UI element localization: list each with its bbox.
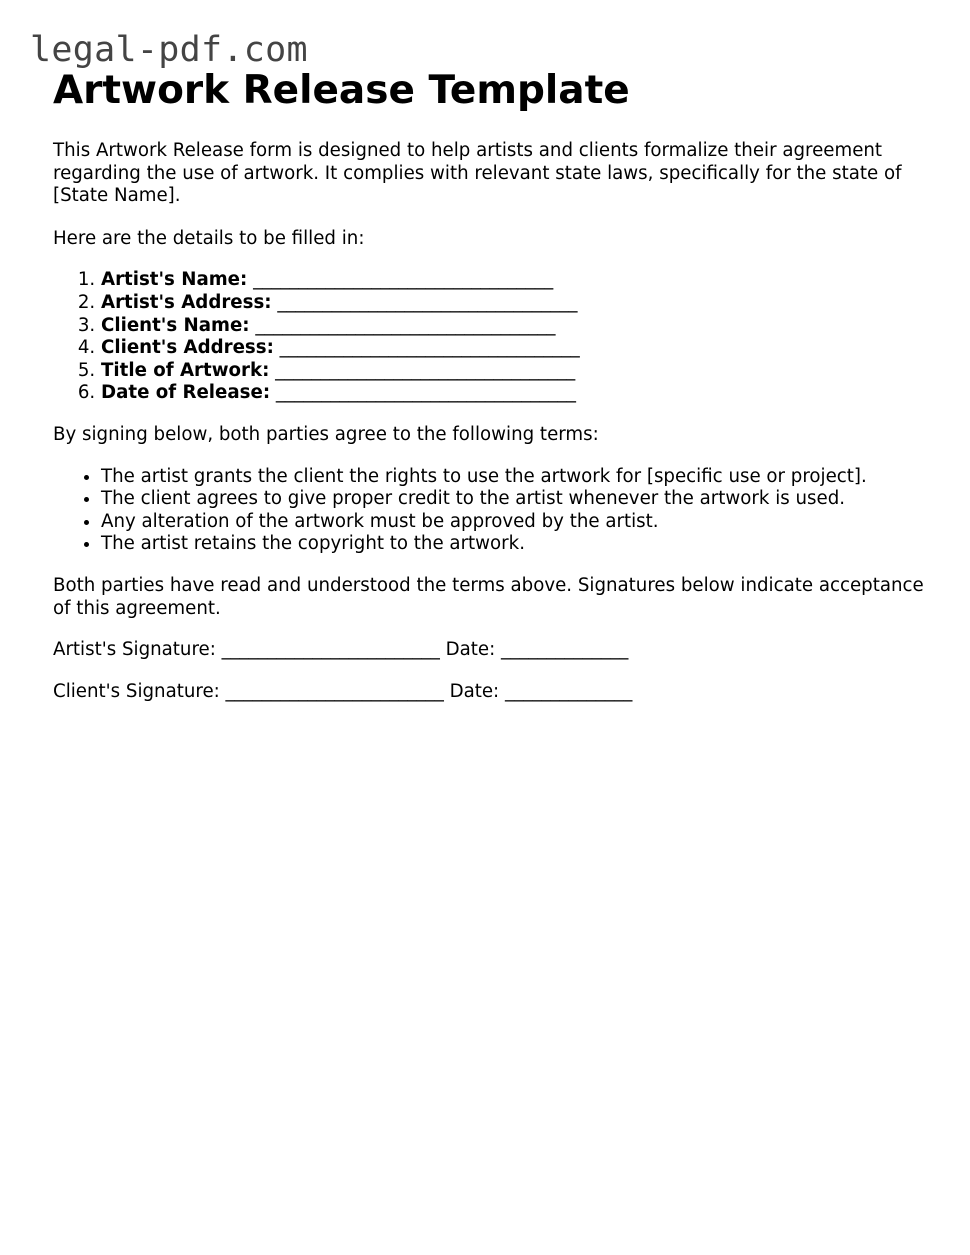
field-date-of-release	[101, 382, 933, 405]
field-blank: _________________________________	[277, 291, 578, 313]
field-blank: _________________________________	[275, 359, 576, 381]
field-label: Artist's Address:	[101, 291, 272, 313]
field-blank: _________________________________	[275, 382, 576, 404]
field-client-address	[101, 337, 933, 360]
term-item: • The artist grants the client the rights to use the artwork for [specific use or project].	[101, 466, 933, 489]
intro-paragraph: This Artwork Release form is designed to help artists and clients formalize their agreement regarding the use of artwork. It complies with relevant state laws, specifically for the state of [State Name].	[53, 140, 902, 207]
field-blank: _________________________________	[253, 269, 554, 291]
client-signature-line: Client's Signature: ________________________ Date: ______________	[53, 680, 633, 702]
field-label: Title of Artwork:	[101, 359, 270, 381]
details-label: Here are the details to be filled in:	[53, 227, 365, 249]
field-label: Date of Release:	[101, 382, 271, 404]
field-label: Artist's Name:	[101, 269, 248, 291]
field-title-of-artwork	[101, 360, 933, 383]
artist-signature-line: Artist's Signature: ________________________ Date: ______________	[53, 639, 629, 661]
closing-paragraph: Both parties have read and understood the terms above. Signatures below indicate acceptance of this agreement.	[53, 574, 924, 619]
field-client-name	[101, 315, 933, 338]
field-label: Client's Name:	[101, 314, 250, 336]
document-body	[53, 66, 933, 703]
term-item: • The client agrees to give proper credit to the artist whenever the artwork is used.	[101, 488, 933, 511]
details-list	[53, 269, 933, 405]
field-artist-name	[101, 269, 933, 292]
field-label: Client's Address:	[101, 337, 274, 359]
term-item: • Any alteration of the artwork must be approved by the artist.	[101, 511, 933, 534]
field-blank: _________________________________	[255, 314, 556, 336]
term-item: • The artist retains the copyright to the artwork.	[101, 533, 933, 556]
watermark-text: legal-pdf.com	[30, 30, 308, 70]
field-artist-address	[101, 292, 933, 315]
terms-label: By signing below, both parties agree to the following terms:	[53, 423, 599, 445]
terms-list	[53, 466, 933, 556]
page-title: Artwork Release Template	[53, 68, 630, 113]
field-blank: _________________________________	[279, 337, 580, 359]
